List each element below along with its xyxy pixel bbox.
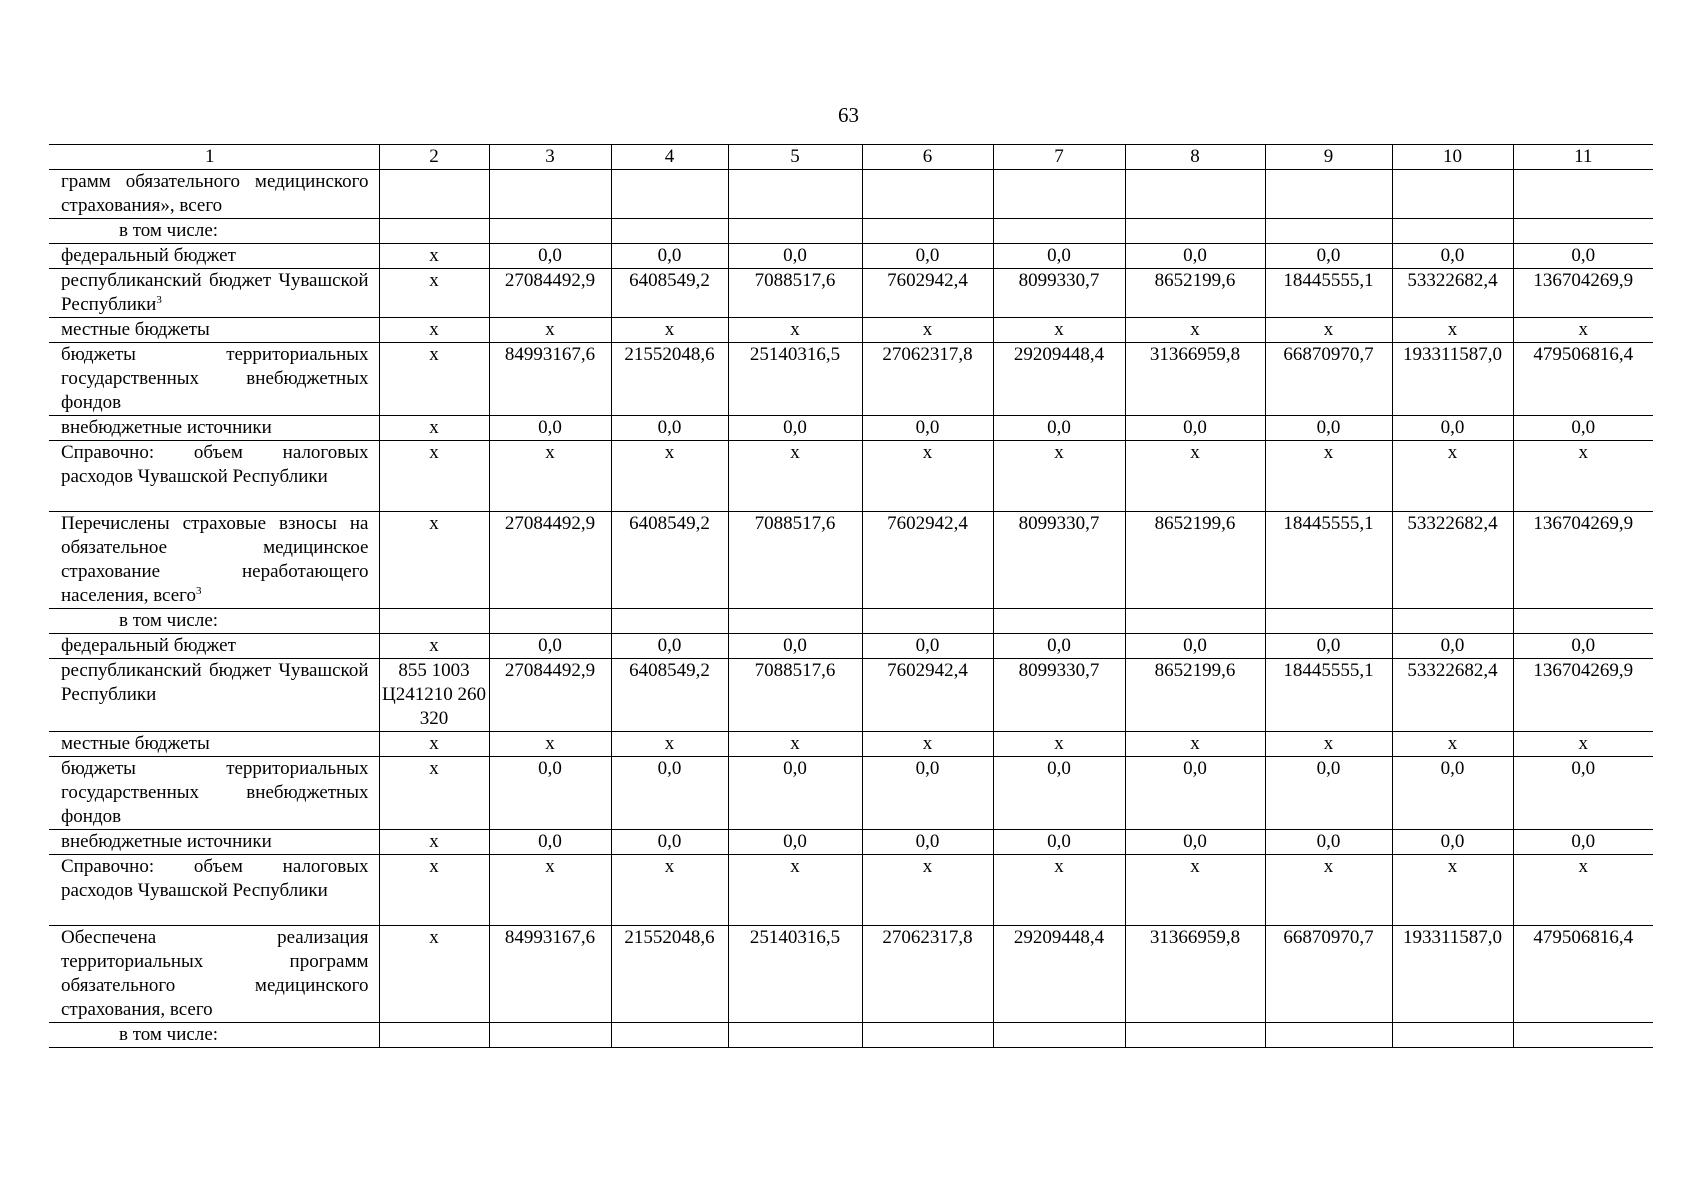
value-cell: x (728, 732, 862, 757)
value-cell: 21552048,6 (611, 926, 728, 1023)
budget-code-cell: x (379, 244, 489, 269)
value-cell (993, 170, 1125, 219)
row-label-text: бюджеты территориальных государственных внебюджетных фондов (61, 344, 369, 413)
value-cell: 0,0 (1513, 830, 1653, 855)
row-label (49, 926, 379, 1023)
value-cell: x (1265, 318, 1392, 343)
value-cell: 0,0 (1392, 830, 1513, 855)
row-label (49, 318, 379, 343)
row-label-text: республиканский бюджет Чувашской Республики (61, 270, 369, 315)
budget-code-cell: x (379, 269, 489, 318)
value-cell: x (993, 855, 1125, 926)
value-cell (611, 1023, 728, 1048)
column-number-11: 11 (1513, 145, 1653, 170)
table-row (49, 634, 1653, 659)
budget-code-cell: x (379, 512, 489, 609)
value-cell: 0,0 (1265, 634, 1392, 659)
value-cell: x (489, 318, 611, 343)
value-cell (1392, 609, 1513, 634)
value-cell (611, 170, 728, 219)
budget-code-cell (379, 219, 489, 244)
value-cell: 7088517,6 (728, 512, 862, 609)
value-cell: 0,0 (993, 416, 1125, 441)
column-number-8: 8 (1125, 145, 1265, 170)
row-label-text: в том числе: (119, 220, 219, 241)
row-label (49, 757, 379, 830)
table-row (49, 416, 1653, 441)
value-cell: x (862, 318, 993, 343)
value-cell: 53322682,4 (1392, 659, 1513, 732)
value-cell (1513, 219, 1653, 244)
column-number-4: 4 (611, 145, 728, 170)
row-label (49, 441, 379, 512)
value-cell: 0,0 (611, 830, 728, 855)
value-cell: 0,0 (489, 757, 611, 830)
row-label (49, 219, 379, 244)
table-row (49, 219, 1653, 244)
value-cell (1513, 1023, 1653, 1048)
value-cell: 0,0 (1513, 757, 1653, 830)
value-cell: 0,0 (1265, 830, 1392, 855)
value-cell (862, 170, 993, 219)
value-cell: x (1513, 855, 1653, 926)
value-cell (993, 609, 1125, 634)
value-cell: x (611, 441, 728, 512)
column-number-5: 5 (728, 145, 862, 170)
row-label-text: Перечислены страховые взносы на обязательное медицинское страхование неработающего населения, всего (61, 513, 369, 606)
value-cell: x (489, 855, 611, 926)
value-cell (489, 219, 611, 244)
value-cell: 0,0 (1265, 244, 1392, 269)
column-number-10: 10 (1392, 145, 1513, 170)
value-cell: 27084492,9 (489, 512, 611, 609)
row-label-text: Обеспечена реализация территориальных программ обязательного медицинского страхования, всего (61, 927, 369, 1020)
value-cell: 7602942,4 (862, 659, 993, 732)
value-cell: x (1392, 318, 1513, 343)
table-row (49, 244, 1653, 269)
table-row (49, 659, 1653, 732)
value-cell: 8652199,6 (1125, 659, 1265, 732)
table-row (49, 343, 1653, 416)
row-label (49, 830, 379, 855)
value-cell: 136704269,9 (1513, 269, 1653, 318)
row-label (49, 732, 379, 757)
value-cell: 6408549,2 (611, 512, 728, 609)
row-label-text: местные бюджеты (61, 319, 210, 340)
value-cell: 8099330,7 (993, 512, 1125, 609)
budget-code-cell: x (379, 441, 489, 512)
budget-code-cell: x (379, 416, 489, 441)
value-cell (1265, 609, 1392, 634)
table-row (49, 609, 1653, 634)
row-label (49, 1023, 379, 1048)
table-row (49, 1023, 1653, 1048)
value-cell: 8099330,7 (993, 659, 1125, 732)
table-row (49, 318, 1653, 343)
column-number-6: 6 (862, 145, 993, 170)
value-cell: x (993, 732, 1125, 757)
budget-code-cell: x (379, 732, 489, 757)
value-cell: 6408549,2 (611, 659, 728, 732)
footnote-marker: 3 (195, 585, 202, 597)
value-cell: 27084492,9 (489, 269, 611, 318)
value-cell: 31366959,8 (1125, 926, 1265, 1023)
value-cell: 479506816,4 (1513, 343, 1653, 416)
value-cell: x (993, 441, 1125, 512)
value-cell: 18445555,1 (1265, 659, 1392, 732)
row-label (49, 343, 379, 416)
budget-code-cell: x (379, 926, 489, 1023)
value-cell (728, 1023, 862, 1048)
value-cell (1125, 609, 1265, 634)
table-row (49, 855, 1653, 926)
value-cell: x (728, 441, 862, 512)
value-cell: 0,0 (1392, 634, 1513, 659)
value-cell: x (862, 732, 993, 757)
value-cell: 8652199,6 (1125, 512, 1265, 609)
budget-code-cell: x (379, 830, 489, 855)
value-cell: 0,0 (1513, 416, 1653, 441)
value-cell: 0,0 (862, 416, 993, 441)
value-cell: 479506816,4 (1513, 926, 1653, 1023)
value-cell: 27084492,9 (489, 659, 611, 732)
value-cell: 27062317,8 (862, 343, 993, 416)
value-cell: 18445555,1 (1265, 269, 1392, 318)
value-cell: x (728, 318, 862, 343)
value-cell: 29209448,4 (993, 343, 1125, 416)
value-cell: x (611, 855, 728, 926)
row-label-text: грамм обязательного медицинского страхования», всего (61, 171, 369, 216)
value-cell: 27062317,8 (862, 926, 993, 1023)
value-cell (993, 1023, 1125, 1048)
value-cell (1125, 219, 1265, 244)
value-cell: 7602942,4 (862, 512, 993, 609)
value-cell: 0,0 (1392, 244, 1513, 269)
value-cell: 136704269,9 (1513, 512, 1653, 609)
value-cell: 0,0 (611, 416, 728, 441)
budget-code-cell (379, 170, 489, 219)
value-cell: 0,0 (862, 757, 993, 830)
value-cell: x (862, 441, 993, 512)
table-row (49, 830, 1653, 855)
value-cell: 84993167,6 (489, 343, 611, 416)
value-cell: 0,0 (489, 244, 611, 269)
value-cell: 25140316,5 (728, 926, 862, 1023)
table-row (49, 170, 1653, 219)
value-cell: x (1265, 441, 1392, 512)
value-cell (728, 609, 862, 634)
budget-code-cell: x (379, 343, 489, 416)
value-cell (728, 170, 862, 219)
value-cell: 7088517,6 (728, 269, 862, 318)
budget-table (49, 144, 1653, 1048)
table-row (49, 757, 1653, 830)
value-cell: 7602942,4 (862, 269, 993, 318)
value-cell: x (489, 732, 611, 757)
value-cell: 0,0 (1125, 634, 1265, 659)
value-cell: 0,0 (1392, 757, 1513, 830)
row-label-text: федеральный бюджет (61, 635, 236, 656)
value-cell: x (1392, 855, 1513, 926)
value-cell (611, 609, 728, 634)
column-number-9: 9 (1265, 145, 1392, 170)
value-cell: 66870970,7 (1265, 926, 1392, 1023)
value-cell (1513, 609, 1653, 634)
value-cell: x (1125, 855, 1265, 926)
value-cell (1513, 170, 1653, 219)
budget-code-cell: 855 1003 Ц241210 260 320 (379, 659, 489, 732)
value-cell: x (611, 318, 728, 343)
row-label-text: в том числе: (119, 610, 219, 631)
value-cell: x (611, 732, 728, 757)
table-row (49, 732, 1653, 757)
value-cell: 0,0 (862, 634, 993, 659)
row-label (49, 170, 379, 219)
row-label-text: республиканский бюджет Чувашской Республики (61, 660, 369, 705)
row-label (49, 855, 379, 926)
value-cell (862, 1023, 993, 1048)
value-cell: x (1513, 732, 1653, 757)
value-cell: 0,0 (1125, 244, 1265, 269)
value-cell: 31366959,8 (1125, 343, 1265, 416)
value-cell: 0,0 (862, 244, 993, 269)
value-cell: 0,0 (1265, 416, 1392, 441)
value-cell: 0,0 (1265, 757, 1392, 830)
value-cell: 0,0 (993, 830, 1125, 855)
value-cell: x (1513, 318, 1653, 343)
value-cell: x (862, 855, 993, 926)
value-cell (862, 219, 993, 244)
value-cell: 84993167,6 (489, 926, 611, 1023)
value-cell: 66870970,7 (1265, 343, 1392, 416)
value-cell: x (1125, 318, 1265, 343)
budget-code-cell (379, 609, 489, 634)
value-cell: 0,0 (611, 244, 728, 269)
value-cell (489, 1023, 611, 1048)
budget-code-cell: x (379, 634, 489, 659)
value-cell (993, 219, 1125, 244)
value-cell (862, 609, 993, 634)
value-cell: x (993, 318, 1125, 343)
row-label-text: в том числе: (119, 1024, 219, 1045)
value-cell (1265, 170, 1392, 219)
value-cell: 0,0 (611, 634, 728, 659)
value-cell (1265, 219, 1392, 244)
value-cell (1392, 219, 1513, 244)
value-cell (489, 170, 611, 219)
value-cell: 0,0 (862, 830, 993, 855)
value-cell: 7088517,6 (728, 659, 862, 732)
value-cell (1125, 170, 1265, 219)
value-cell: x (1265, 732, 1392, 757)
value-cell: x (1513, 441, 1653, 512)
row-label (49, 659, 379, 732)
value-cell: 193311587,0 (1392, 343, 1513, 416)
value-cell: 0,0 (1125, 757, 1265, 830)
budget-code-cell: x (379, 855, 489, 926)
value-cell: 6408549,2 (611, 269, 728, 318)
row-label-text: Справочно: объем налоговых расходов Чувашской Республики (61, 856, 369, 901)
value-cell: x (1125, 441, 1265, 512)
value-cell: 53322682,4 (1392, 269, 1513, 318)
value-cell: 0,0 (728, 244, 862, 269)
value-cell: 21552048,6 (611, 343, 728, 416)
column-number-1: 1 (49, 145, 379, 170)
value-cell: x (1125, 732, 1265, 757)
value-cell: 0,0 (728, 830, 862, 855)
budget-code-cell (379, 1023, 489, 1048)
value-cell: 0,0 (993, 634, 1125, 659)
value-cell: 8652199,6 (1125, 269, 1265, 318)
row-label-text: внебюджетные источники (61, 417, 272, 438)
value-cell: x (1265, 855, 1392, 926)
value-cell (611, 219, 728, 244)
column-number-2: 2 (379, 145, 489, 170)
value-cell: 0,0 (489, 634, 611, 659)
row-label-text: внебюджетные источники (61, 831, 272, 852)
value-cell (1392, 1023, 1513, 1048)
value-cell: 0,0 (1392, 416, 1513, 441)
table-row (49, 269, 1653, 318)
value-cell (489, 609, 611, 634)
value-cell: 0,0 (489, 416, 611, 441)
value-cell: 0,0 (728, 416, 862, 441)
value-cell (1125, 1023, 1265, 1048)
budget-code-cell: x (379, 757, 489, 830)
row-label-text: Справочно: объем налоговых расходов Чувашской Республики (61, 442, 369, 487)
column-number-row (49, 145, 1653, 170)
value-cell: 8099330,7 (993, 269, 1125, 318)
value-cell: 0,0 (993, 757, 1125, 830)
value-cell (1265, 1023, 1392, 1048)
value-cell: 25140316,5 (728, 343, 862, 416)
table-row (49, 926, 1653, 1023)
value-cell: 0,0 (1513, 634, 1653, 659)
value-cell: 0,0 (728, 757, 862, 830)
row-label (49, 609, 379, 634)
value-cell: 29209448,4 (993, 926, 1125, 1023)
value-cell: x (728, 855, 862, 926)
value-cell: 0,0 (728, 634, 862, 659)
value-cell: 0,0 (993, 244, 1125, 269)
value-cell: x (1392, 441, 1513, 512)
value-cell: 0,0 (1125, 830, 1265, 855)
value-cell: 0,0 (1513, 244, 1653, 269)
row-label-text: местные бюджеты (61, 733, 210, 754)
column-number-3: 3 (489, 145, 611, 170)
value-cell: 18445555,1 (1265, 512, 1392, 609)
table-row (49, 441, 1653, 512)
row-label-text: бюджеты территориальных государственных внебюджетных фондов (61, 758, 369, 827)
row-label-text: федеральный бюджет (61, 245, 236, 266)
row-label (49, 269, 379, 318)
value-cell: 0,0 (611, 757, 728, 830)
value-cell: x (489, 441, 611, 512)
page-number: 63 (838, 103, 859, 127)
value-cell: 136704269,9 (1513, 659, 1653, 732)
column-number-7: 7 (993, 145, 1125, 170)
table-row (49, 512, 1653, 609)
row-label (49, 634, 379, 659)
row-label (49, 244, 379, 269)
footnote-marker: 3 (156, 294, 162, 306)
value-cell (1392, 170, 1513, 219)
row-label (49, 416, 379, 441)
row-label (49, 512, 379, 609)
value-cell: 0,0 (1125, 416, 1265, 441)
value-cell: 53322682,4 (1392, 512, 1513, 609)
value-cell: 193311587,0 (1392, 926, 1513, 1023)
value-cell: 0,0 (489, 830, 611, 855)
budget-code-cell: x (379, 318, 489, 343)
value-cell (728, 219, 862, 244)
value-cell: x (1392, 732, 1513, 757)
